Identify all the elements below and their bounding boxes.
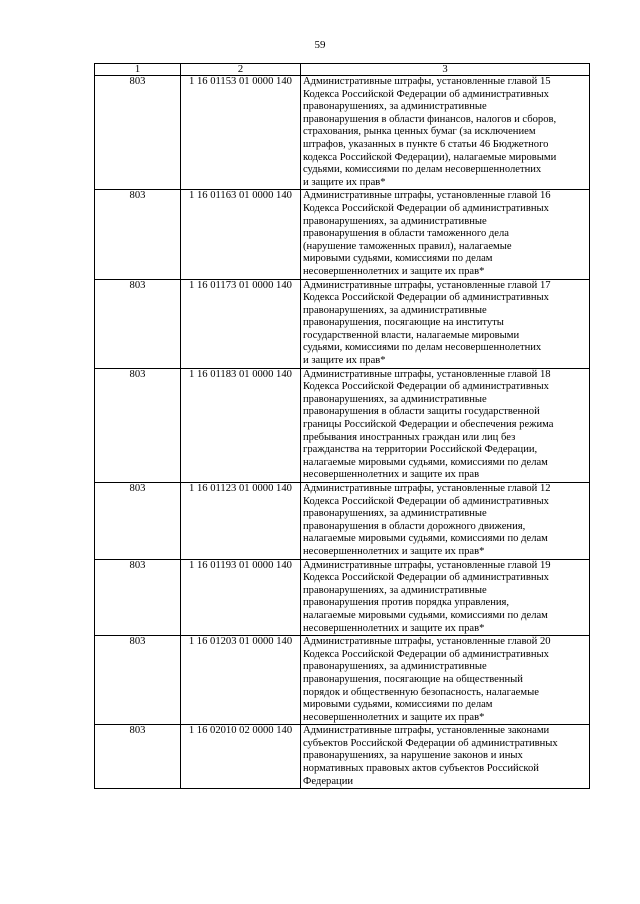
income-name-cell: Административные штрафы, установленные главой 19 Кодекса Российской Федерации об административных правонарушениях, за административные правонарушения против порядка управления, налагаемые мировыми судьями, комиссиями по делам несовершеннолетних и защите их прав*	[301, 559, 590, 636]
budget-code-cell: 1 16 01193 01 0000 140	[181, 559, 301, 636]
income-name-cell: Административные штрафы, установленные главой 20 Кодекса Российской Федерации об административных правонарушениях, за административные правонарушения, посягающие на общественный порядок и общественную безопасность, налагаемые мировыми судьями, комиссиями по делам несовершеннолетних и защите их прав*	[301, 636, 590, 725]
table-row	[95, 279, 590, 368]
table-row	[95, 368, 590, 482]
income-name-cell: Административные штрафы, установленные главой 17 Кодекса Российской Федерации об административных правонарушениях, за административные правонарушения, посягающие на институты государственной власти, налагаемые мировыми судьями, комиссиями по делам несовершеннолетних и защите их прав*	[301, 279, 590, 368]
admin-code-cell: 803	[95, 279, 181, 368]
income-name-cell: Административные штрафы, установленные законами субъектов Российской Федерации об административных правонарушениях, за нарушение законов и иных нормативных правовых актов субъектов Российской Федерации	[301, 725, 590, 789]
income-name-cell: Административные штрафы, установленные главой 12 Кодекса Российской Федерации об административных правонарушениях, за административные правонарушения в области дорожного движения, налагаемые мировыми судьями, комиссиями по делам несовершеннолетних и защите их прав*	[301, 483, 590, 560]
admin-code-cell: 803	[95, 483, 181, 560]
column-header-3: 3	[301, 64, 590, 76]
table-row	[95, 559, 590, 636]
admin-code-cell: 803	[95, 368, 181, 482]
page-number: 59	[314, 39, 326, 51]
income-name-cell: Административные штрафы, установленные главой 18 Кодекса Российской Федерации об административных правонарушениях, за административные правонарушения в области защиты государственной границы Российской Федерации и обеспечения режима пребывания иностранных граждан или лиц без гражданства на территории Российской Федерации, налагаемые мировыми судьями, комиссиями по делам несовершеннолетних и защите их прав	[301, 368, 590, 482]
budget-code-cell: 1 16 01173 01 0000 140	[181, 279, 301, 368]
budget-code-cell: 1 16 01123 01 0000 140	[181, 483, 301, 560]
income-name-cell: Административные штрафы, установленные главой 16 Кодекса Российской Федерации об административных правонарушениях, за административные правонарушения в области таможенного дела (нарушение таможенных правил), налагаемые мировыми судьями, комиссиями по делам несовершеннолетних и защите их прав*	[301, 190, 590, 279]
admin-code-cell: 803	[95, 559, 181, 636]
column-header-1: 1	[95, 64, 181, 76]
budget-code-cell: 1 16 01183 01 0000 140	[181, 368, 301, 482]
budget-code-cell: 1 16 01153 01 0000 140	[181, 76, 301, 190]
table-row	[95, 636, 590, 725]
table-row	[95, 190, 590, 279]
budget-codes-table	[94, 63, 590, 789]
income-name-cell: Административные штрафы, установленные главой 15 Кодекса Российской Федерации об административных правонарушениях, за административные правонарушения в области финансов, налогов и сборов, страхования, рынка ценных бумаг (за исключением штрафов, указанных в пункте 6 статьи 46 Бюджетного кодекса Российской Федерации), налагаемые мировыми судьями, комиссиями по делам несовершеннолетних и защите их прав*	[301, 76, 590, 190]
table-row	[95, 483, 590, 560]
admin-code-cell: 803	[95, 190, 181, 279]
table-header-row	[95, 64, 590, 76]
table-row	[95, 725, 590, 789]
budget-code-cell: 1 16 02010 02 0000 140	[181, 725, 301, 789]
admin-code-cell: 803	[95, 725, 181, 789]
table-row	[95, 76, 590, 190]
budget-code-cell: 1 16 01203 01 0000 140	[181, 636, 301, 725]
admin-code-cell: 803	[95, 636, 181, 725]
column-header-2: 2	[181, 64, 301, 76]
admin-code-cell: 803	[95, 76, 181, 190]
budget-code-cell: 1 16 01163 01 0000 140	[181, 190, 301, 279]
